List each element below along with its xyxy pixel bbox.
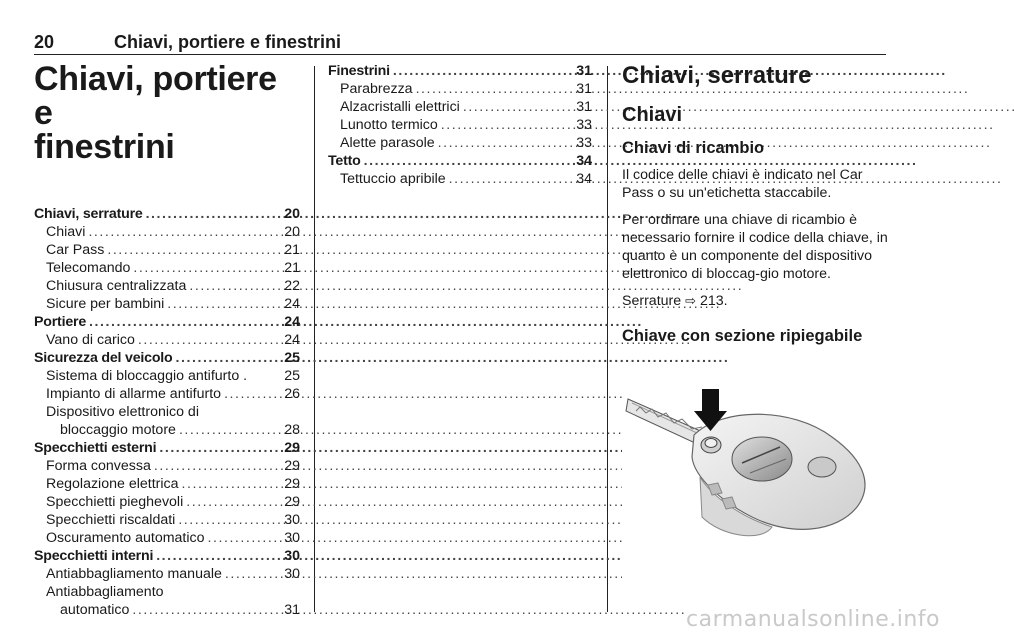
- toc-leader-dots: [178, 511, 281, 529]
- toc-leader-dots: [146, 205, 282, 223]
- watermark: carmanualsonline.info: [686, 607, 940, 632]
- toc-entry[interactable]: [34, 367, 300, 385]
- toc-entry[interactable]: [34, 457, 300, 475]
- toc-list-middle: [328, 62, 592, 188]
- toc-page-number: 31: [576, 99, 592, 115]
- toc-section-entry[interactable]: [328, 152, 592, 170]
- toc-section-entry[interactable]: [328, 62, 592, 80]
- chapter-title-line2: finestrini: [34, 128, 175, 166]
- toc-page-number: 25: [284, 350, 300, 366]
- toc-page-number: 29: [284, 476, 300, 492]
- toc-page-number: 24: [284, 296, 300, 312]
- toc-leader-dots: [364, 152, 574, 170]
- toc-entry[interactable]: [328, 170, 592, 188]
- toc-page-number: 29: [284, 440, 300, 456]
- toc-leader-dots: [156, 547, 281, 565]
- toc-page-number: 26: [284, 386, 300, 402]
- toc-entry-label: Forma convessa: [46, 458, 151, 474]
- toc-entry: [34, 583, 300, 601]
- toc-section-entry[interactable]: [34, 439, 300, 457]
- folding-key-figure: [622, 367, 884, 581]
- toc-leader-dots: [107, 241, 281, 259]
- toc-entry-label: Alzacristalli elettrici: [340, 99, 460, 115]
- figure-heading: Chiave con sezione ripiegabile: [622, 327, 863, 346]
- toc-entry[interactable]: [34, 277, 300, 295]
- toc-entry[interactable]: [328, 80, 592, 98]
- table-of-contents: [34, 205, 300, 619]
- toc-leader-dots: [225, 565, 281, 583]
- toc-leader-dots: [89, 313, 281, 331]
- toc-leader-dots: [393, 62, 573, 80]
- toc-leader-dots: [159, 439, 281, 457]
- toc-entry[interactable]: [34, 259, 300, 277]
- toc-page-number: 20: [284, 224, 300, 240]
- toc-entry-label: Lunotto termico: [340, 117, 438, 133]
- toc-entry-label: Specchietti esterni: [34, 440, 157, 456]
- toc-list-left: [34, 205, 300, 619]
- toc-page-number: 30: [284, 530, 300, 546]
- toc-entry-label: Specchietti riscaldati: [46, 512, 176, 528]
- toc-page-number: 30: [284, 566, 300, 582]
- running-title: Chiavi, portiere e finestrini: [114, 32, 342, 52]
- toc-entry[interactable]: [34, 421, 300, 439]
- toc-section-entry[interactable]: [34, 313, 300, 331]
- toc-leader-dots: [224, 385, 281, 403]
- toc-entry-label: Tettuccio apribile: [340, 171, 446, 187]
- toc-entry-label: automatico: [60, 602, 130, 618]
- toc-leader-dots: [182, 475, 282, 493]
- toc-leader-dots: [441, 116, 573, 134]
- toc-page-number: 29: [284, 458, 300, 474]
- page-number: 20: [34, 32, 55, 52]
- toc-leader-dots: [133, 259, 281, 277]
- toc-page-number: 34: [576, 153, 592, 169]
- toc-page-number: 29: [284, 494, 300, 510]
- topic-heading: Chiavi di ricambio: [622, 139, 765, 157]
- toc-page-number: 22: [284, 278, 300, 294]
- toc-entry[interactable]: [34, 223, 300, 241]
- body-paragraph-1: Il codice delle chiavi è indicato nel Car Pass o su un'etichetta staccabile.: [622, 167, 863, 202]
- toc-entry-label: Chiavi, serrature: [34, 206, 143, 222]
- toc-entry-label: Tetto: [328, 153, 361, 169]
- release-button: [701, 437, 721, 453]
- page-header: [34, 32, 886, 55]
- toc-entry[interactable]: [34, 601, 300, 619]
- toc-entry-label: Oscuramento automatico: [46, 530, 205, 546]
- toc-leader-dots: [132, 601, 281, 619]
- toc-page-number: 33: [576, 117, 592, 133]
- subsection-heading: Chiavi: [622, 104, 683, 126]
- toc-entry[interactable]: [328, 98, 592, 116]
- toc-leader-dots: [449, 170, 574, 188]
- content-column: [622, 62, 888, 346]
- toc-entry[interactable]: [328, 116, 592, 134]
- toc-entry-label: Sicurezza del veicolo: [34, 350, 173, 366]
- toc-leader-dots: [88, 223, 281, 241]
- toc-page-number: 20: [284, 206, 300, 222]
- toc-entry-label: Impianto di allarme antifurto: [46, 386, 222, 402]
- toc-entry-label: Finestrini: [328, 63, 390, 79]
- toc-leader-dots: [154, 457, 281, 475]
- toc-page-number: 30: [284, 512, 300, 528]
- toc-leader-dots: [179, 421, 281, 439]
- toc-entry-label: Chiavi: [46, 224, 86, 240]
- toc-leader-dots: [463, 98, 573, 116]
- toc-entry-label: bloccaggio motore: [60, 422, 176, 438]
- toc-leader-dots: [416, 80, 574, 98]
- toc-entry-label: Specchietti pieghevoli: [46, 494, 184, 510]
- toc-entry-label: Specchietti interni: [34, 548, 154, 564]
- xref-arrow-icon: ⇨: [685, 292, 696, 308]
- toc-entry[interactable]: [34, 529, 300, 547]
- chapter-title-line1: Chiavi, portiere e: [34, 60, 277, 132]
- folding-key-illustration-icon: [622, 367, 884, 581]
- toc-leader-dots: [176, 349, 282, 367]
- toc-entry-label: Sicure per bambini: [46, 296, 165, 312]
- chapter-title: [34, 62, 300, 164]
- body-paragraph-2: Per ordinare una chiave di ricambio è necessario fornire il codice della chiave, in quanto è un componente del dispositivo elettronico di bloccag-gio motore.: [622, 211, 888, 283]
- toc-page-number: 31: [284, 602, 300, 618]
- toc-entry: [34, 403, 300, 421]
- toc-entry[interactable]: [328, 134, 592, 152]
- xref-page: 213.: [699, 292, 728, 309]
- toc-leader-dots: [438, 134, 574, 152]
- toc-leader-dots: [208, 529, 282, 547]
- toc-column-left: [34, 62, 300, 619]
- toc-entry-label: Dispositivo elettronico di: [46, 404, 199, 420]
- toc-entry[interactable]: [34, 511, 300, 529]
- toc-page-number: 31: [576, 81, 592, 97]
- toc-entry-label: Antiabbagliamento: [46, 584, 164, 600]
- toc-entry[interactable]: [34, 295, 300, 313]
- toc-page-number: 21: [284, 260, 300, 276]
- toc-section-entry[interactable]: [34, 205, 300, 223]
- toc-page-number: 28: [284, 422, 300, 438]
- toc-section-entry[interactable]: [34, 349, 300, 367]
- toc-page-number: 24: [284, 314, 300, 330]
- toc-section-entry[interactable]: [34, 547, 300, 565]
- toc-entry-label: Antiabbagliamento manuale: [46, 566, 222, 582]
- toc-entry-label: Vano di carico: [46, 332, 135, 348]
- toc-entry[interactable]: [34, 241, 300, 259]
- toc-page-number: 30: [284, 548, 300, 564]
- toc-page-number: 24: [284, 332, 300, 348]
- toc-entry[interactable]: [34, 475, 300, 493]
- toc-entry-label: Parabrezza: [340, 81, 413, 97]
- toc-page-number: 31: [576, 63, 592, 79]
- toc-entry-label: Chiusura centralizzata: [46, 278, 187, 294]
- toc-page-number: 21: [284, 242, 300, 258]
- toc-entry-label: Regolazione elettrica: [46, 476, 179, 492]
- toc-entry-label: Portiere: [34, 314, 87, 330]
- toc-entry-label: Alette parasole: [340, 135, 435, 151]
- toc-entry-label: Telecomando: [46, 260, 131, 276]
- toc-leader-dots: [167, 295, 281, 313]
- cross-reference[interactable]: [622, 292, 888, 310]
- toc-leader-dots: [138, 331, 281, 349]
- toc-page-number: 34: [576, 171, 592, 187]
- toc-column-middle: [328, 62, 592, 188]
- section-heading: Chiavi, serrature: [622, 62, 812, 89]
- toc-entry[interactable]: [34, 565, 300, 583]
- xref-label: Serrature: [622, 292, 682, 309]
- toc-entry[interactable]: [34, 385, 300, 403]
- toc-page-number: 25: [284, 368, 300, 384]
- toc-entry-label: Car Pass: [46, 242, 105, 258]
- toc-leader-dots: [189, 277, 281, 295]
- toc-entry[interactable]: [34, 331, 300, 349]
- toc-page-number: 33: [576, 135, 592, 151]
- toc-entry[interactable]: [34, 493, 300, 511]
- toc-leader-dots: [186, 493, 281, 511]
- toc-entry-label: Sistema di bloccaggio antifurto .: [46, 368, 248, 384]
